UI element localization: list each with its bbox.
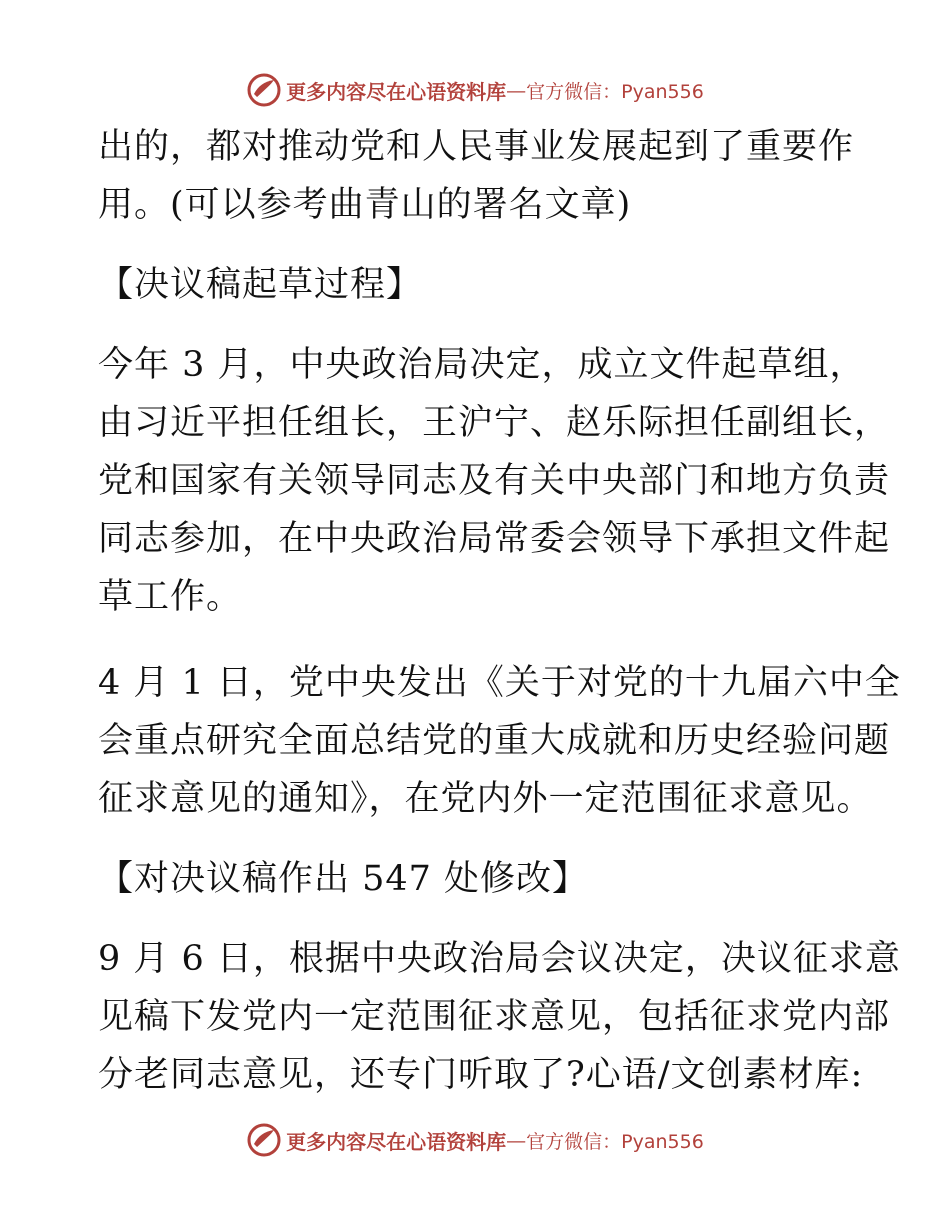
text-line: 会重点研究全面总结党的重大成就和历史经验问题 (98, 721, 891, 761)
text-line: 9 月 6 日，根据中央政治局会议决定，决议征求意 (98, 939, 901, 979)
paragraph-september-draft (98, 930, 901, 1104)
section-heading-revisions (98, 850, 858, 908)
paragraph-intro (98, 118, 858, 234)
section-heading: 【决议稿起草过程】 (98, 265, 423, 305)
paragraph-drafting-group (98, 336, 891, 626)
banner-separator: — (506, 1128, 527, 1152)
banner-main-text: 更多内容尽在心语资料库 (286, 1129, 507, 1154)
text-line: 今年 3 月，中央政治局决定，成立文件起草组， (98, 345, 866, 385)
text-line: 由习近平担任组长，王沪宁、赵乐际担任副组长， (98, 403, 891, 443)
text-line: 出的，都对推动党和人民事业发展起到了重要作 (98, 127, 855, 167)
text-line: 见稿下发党内一定范围征求意见，包括征求党内部 (98, 997, 891, 1037)
section-heading-drafting-process (98, 256, 858, 314)
text-line: 用。(可以参考曲青山的署名文章) (98, 185, 632, 225)
banner-separator: — (506, 78, 527, 102)
section-heading: 【对决议稿作出 547 处修改】 (98, 859, 589, 899)
brand-logo-icon (246, 72, 282, 108)
text-line: 4 月 1 日，党中央发出《关于对党的十九届六中全 (98, 663, 901, 703)
text-line: 征求意见的通知》，在党内外一定范围征求意见。 (98, 779, 873, 819)
text-line: 草工作。 (98, 577, 243, 617)
banner-main-text: 更多内容尽在心语资料库 (286, 79, 507, 104)
header-watermark-banner (0, 70, 950, 110)
text-line: 分老同志意见，还专门听取了?心语/文创素材库: (98, 1055, 864, 1095)
brand-logo-icon (246, 1122, 282, 1158)
footer-watermark-banner (0, 1120, 950, 1160)
document-body (98, 118, 901, 1104)
banner-wechat-text: 官方微信：Pyan556 (526, 1130, 704, 1153)
paragraph-april-notice (98, 654, 901, 828)
banner-wechat-text: 官方微信：Pyan556 (526, 80, 704, 103)
text-line: 同志参加，在中央政治局常委会领导下承担文件起 (98, 519, 891, 559)
text-line: 党和国家有关领导同志及有关中央部门和地方负责 (98, 461, 891, 501)
